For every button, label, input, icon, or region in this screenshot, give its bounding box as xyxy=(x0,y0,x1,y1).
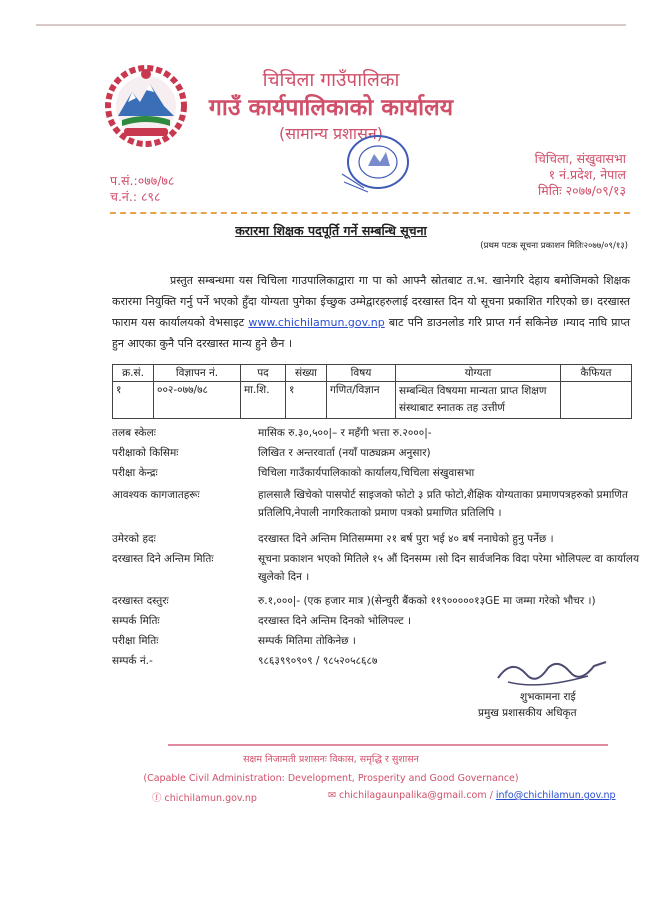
detail-value: ९८६३९९०९०९ / ९८५२०५८६८७ xyxy=(258,655,378,667)
detail-value: मासिक रु.३०,५००|– र महँगी भत्ता रु.२०००|- xyxy=(258,427,432,439)
facebook-handle: chichilamun.gov.np xyxy=(164,793,257,804)
division-name: (सामान्य प्रशासन) xyxy=(278,124,384,143)
address-line-2: १ नं.प्रदेश, नेपाल xyxy=(548,167,626,182)
col-header: पद xyxy=(241,365,286,382)
detail-value: दरखास्त दिने अन्तिम मितिसम्ममा २१ बर्ष पुरा भई ४० बर्ष ननाघेको हुनु पर्नेछ । xyxy=(258,533,554,545)
address-line-1: चिचिला, संखुवासभा xyxy=(534,151,626,166)
table-cell: मा.शि. xyxy=(241,382,286,419)
email-icon: ✉ xyxy=(328,790,336,801)
detail-value: लिखित र अन्तरवार्ता (नयाँ पाठ्यक्रम अनुसार) xyxy=(258,447,431,459)
table-cell: सम्बन्धित विषयमा मान्यता प्राप्त शिक्षण संस्थाबाट स्नातक तह उत्तीर्ण xyxy=(396,382,561,419)
municipality-name: चिचिला गाउँपालिका xyxy=(262,69,400,91)
letter-date: मितिः २०७७/०९/१३ xyxy=(538,183,626,198)
table-cell: १ xyxy=(286,382,327,419)
col-header: विषय xyxy=(327,365,396,382)
detail-value: रु.१,०००|- (एक हजार मात्र )(सेन्चुरी बैंकको ११९०००००१३GE मा जम्मा गरेको भौचर ।) xyxy=(258,595,596,607)
vacancy-table xyxy=(112,364,632,419)
facebook-icon: ⓕ xyxy=(152,793,162,804)
table-cell: १ xyxy=(113,382,154,419)
detail-label: दरखास्त दस्तुरः xyxy=(112,595,169,607)
body-text-1: प्रस्तुत सम्बन्धमा यस चिचिला गाउपालिकाद्वारा गा पा को आफ्नै स्रोतबाट त.भ. खानेगरि देहाय बमोजिमको शिक्षक करारमा नियुक्ति गर्नु पर्ने भएको हुँदा योग्यता पुगेका ईच्छुक उम्मेद्वारहरुलाई दरखास्त दिन यो सूचना प्रकाशित गरिएको छ। दरखास्त फाराम यस कार्यालयको वेभसाइट xyxy=(112,274,630,329)
col-header: योग्यता xyxy=(396,365,561,382)
detail-value: चिचिला गाउँकार्यपालिकाको कार्यालय,चिचिला संखुवासभा xyxy=(258,467,475,479)
detail-value: सम्पर्क मितिमा तोकिनेछ । xyxy=(258,635,356,647)
footer-facebook[interactable] xyxy=(152,790,257,804)
dispatch-number: च.नं.: ८९८ xyxy=(110,189,161,204)
detail-label: दरखास्त दिने अन्तिम मितिः xyxy=(112,553,214,565)
top-border xyxy=(36,24,626,26)
detail-value: सूचना प्रकाशन भएको मितिले १५ औं दिनसम्म ।सो दिन सार्वजनिक विदा परेमा भोलिपल्ट वा कार्यालय खुलेको दिन । xyxy=(258,553,640,583)
footer-motto-nepali: सक्षम निजामती प्रशासनः विकास, समृद्धि र सुशासन xyxy=(243,754,419,765)
detail-label: परीक्षाको किसिमः xyxy=(112,447,179,459)
email-address-2: info@chichilamun.gov.np xyxy=(495,790,616,801)
header-divider xyxy=(110,212,630,214)
table-cell: ००२-०७७/७८ xyxy=(154,382,241,419)
col-header: क्र.सं. xyxy=(113,365,154,382)
publication-note: (प्रथम पटक सूचना प्रकाशन मितिः२०७७/०९/१३) xyxy=(480,241,628,251)
col-header: संख्या xyxy=(286,365,327,382)
reference-number: प.सं.:०७७/७८ xyxy=(110,173,175,188)
notice-body xyxy=(112,270,630,354)
footer-email[interactable]: ✉ chichilagaunpalika@gmail.com / info@chichilamun.gov.np xyxy=(328,790,616,801)
footer-divider xyxy=(168,744,608,746)
detail-label: तलब स्केलः xyxy=(112,427,156,439)
detail-value: दरखास्त दिने अन्तिम दिनको भोलिपल्ट । xyxy=(258,615,411,627)
website-link[interactable]: www.chichilamun.gov.np xyxy=(248,316,385,329)
official-stamp xyxy=(338,132,412,194)
notice-subject: करारमा शिक्षक पदपूर्ति गर्ने सम्बन्धि सूचना xyxy=(235,223,427,238)
table-header-row xyxy=(113,365,632,382)
detail-label: उमेरको हदः xyxy=(112,533,156,545)
detail-value: हालसालै खिचेको पासपोर्ट साइजको फोटो ३ प्रति फोटो,शैक्षिक योग्यताका प्रमाणपत्रहरुको प्रमाणित प्रतिलिपि,नेपाली नागरिकताको प्रमाण पत्रको प्रमाणित प्रतिलिपि । xyxy=(258,489,628,519)
table-cell: गणित/विज्ञान xyxy=(327,382,396,419)
footer-motto-english: (Capable Civil Administration: Development, Prosperity and Good Governance) xyxy=(143,773,519,784)
detail-label: सम्पर्क मितिः xyxy=(112,615,160,627)
detail-label: परीक्षा मितिः xyxy=(112,635,159,647)
office-name: गाउँ कार्यपालिकाको कार्यालय xyxy=(208,95,454,121)
table-row xyxy=(113,382,632,419)
email-address: chichilagaunpalika@gmail.com xyxy=(339,790,487,801)
signatory-title: प्रमुख प्रशासकीय अधिकृत xyxy=(478,707,577,719)
detail-label: परीक्षा केन्द्रः xyxy=(112,467,158,479)
table-cell xyxy=(561,382,632,419)
body-text-2: बाट पनि डाउनलोड गरि प्राप्त गर्न सकिनेछ ।म्याद नाघि प्राप्त हुन आएका कुनै पनि दरखास्त मान्य हुने छैन । xyxy=(112,316,631,350)
signatory-name: शुभकामना राई xyxy=(520,691,576,703)
detail-label: सम्पर्क नं.- xyxy=(112,655,153,667)
detail-label: आवश्यक कागजातहरूः xyxy=(112,489,200,501)
col-header: विज्ञापन नं. xyxy=(154,365,241,382)
col-header: कैफियत xyxy=(561,365,632,382)
